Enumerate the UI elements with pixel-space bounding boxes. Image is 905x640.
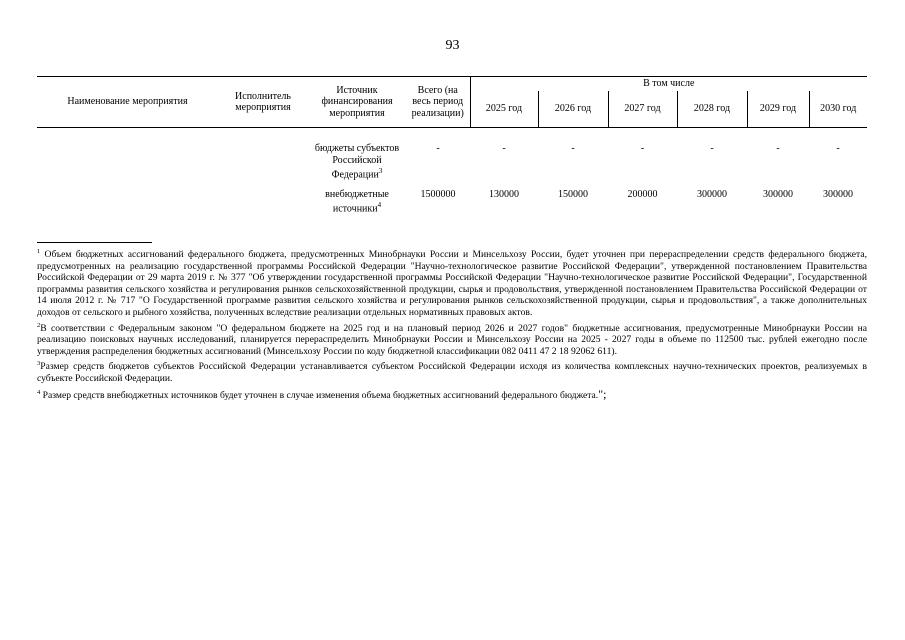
activity-cell [37, 189, 218, 215]
header-including: В том числе [470, 77, 867, 92]
source-cell [308, 143, 406, 189]
page-number: 93 [445, 38, 460, 53]
year-cell: - [836, 143, 840, 154]
header-year: 2028 год [677, 91, 747, 128]
table-row [37, 143, 867, 189]
footnote [37, 323, 867, 358]
executor-cell [218, 189, 308, 215]
funding-table [37, 76, 867, 215]
source-cell [308, 189, 406, 215]
header-year: 2029 год [747, 91, 809, 128]
year-cell: 300000 [697, 188, 727, 200]
total-cell: 1500000 [420, 188, 456, 200]
footnote [37, 386, 867, 402]
footnote-text: Размер средств бюджетов субъектов Российской Федерации устанавливается субъектом Российской Федерации исходя из количества комплексных научно-технических проектов, реализуемых в субъекте Российской Федерации. [37, 361, 867, 384]
header-source: Источник финансирования мероприятия [308, 77, 406, 128]
source-text: внебюджетные источники [325, 188, 389, 215]
footnote-mark: 2 [37, 321, 41, 329]
footnotes [37, 249, 867, 405]
footnote-text: Размер средств внебюджетных источников будет уточнен в случае изменения объема бюджетных ассигнований федерального бюджета. [42, 389, 599, 401]
footnote-ref: 4 [377, 201, 382, 210]
total-cell: - [436, 143, 440, 154]
year-cell: - [710, 143, 714, 154]
footnote [37, 361, 867, 384]
year-cell: - [640, 143, 645, 154]
year-cell: - [571, 143, 575, 154]
footnote-text: Объем бюджетных ассигнований федерального бюджета, предусмотренных Минобрнауки России и Минсельхозу России, будет уточнен при перераспределении средств федерального бюджета, предусмотренных на реализацию государственной программы Российской Федерации "Научно-технологическое развитие Российской Федерации", утвержденной постановлением Правительства Российской Федерации от 29 марта 2019 г. № 377 "Об утверждении государственной программы Российской Федерации "Научно-технологическое развитие Российской Федерации", Государственной программы развития сельского хозяйства и регулирования рынков сельскохозяйственной продукции, сырья и продовольствия, утвержденной постановлением Правительства Российской Федерации от 14 июля 2012 г. № 717 "О Государственной программе развития сельского хозяйства и регулирования рынков сельскохозяйственной продукции, сырья и продовольствия", а также дополнительных доходов от сельского и рыбного хозяйства, полученных вследствие реализации отдельных нормативных правовых актов. [37, 249, 867, 318]
closing-quote: "; [598, 386, 607, 401]
year-cell: - [502, 143, 506, 154]
footnote [37, 249, 867, 319]
header-year: 2027 год [608, 91, 677, 128]
footnote-mark: 3 [37, 360, 41, 368]
year-cell: 150000 [558, 188, 588, 200]
header-year: 2025 год [470, 91, 538, 128]
footnote-mark: 1 [37, 247, 41, 255]
executor-cell [218, 143, 308, 189]
year-cell: 300000 [763, 188, 793, 200]
header-year: 2030 год [809, 91, 867, 128]
year-cell: 200000 [627, 188, 658, 200]
header-executor: Исполнитель мероприятия [218, 77, 308, 128]
year-cell: 130000 [489, 188, 519, 200]
footnote-separator [37, 242, 152, 243]
header-year: 2026 год [538, 91, 608, 128]
header-total: Всего (на весь период реализации) [406, 77, 470, 128]
header-activity: Наименование мероприятия [37, 77, 218, 128]
activity-cell [37, 143, 218, 189]
source-text: бюджеты субъектов Российской Федерации [314, 143, 400, 181]
table-row [37, 189, 867, 215]
year-cell: - [776, 143, 780, 154]
year-cell: 300000 [823, 188, 853, 200]
footnote-text: В соответствии с Федеральным законом "О федеральном бюджете на 2025 год и на плановый период 2026 и 2027 годов" бюджетные ассигнования, предусмотренные Минобрнауки России на реализацию поисковых научных исследований, планируется перераспределить Минобрнауки России и Минсельхозу России на 2025 - 2027 годы в объеме по 112500 тыс. рублей ежегодно после утверждения распределения бюджетных ассигнований (Минсельхозу России по коду бюджетной классификации 082 0411 47 2 18 92062 611). [37, 322, 867, 357]
footnote-mark: 4 [37, 388, 41, 396]
footnote-ref: 3 [378, 167, 383, 175]
